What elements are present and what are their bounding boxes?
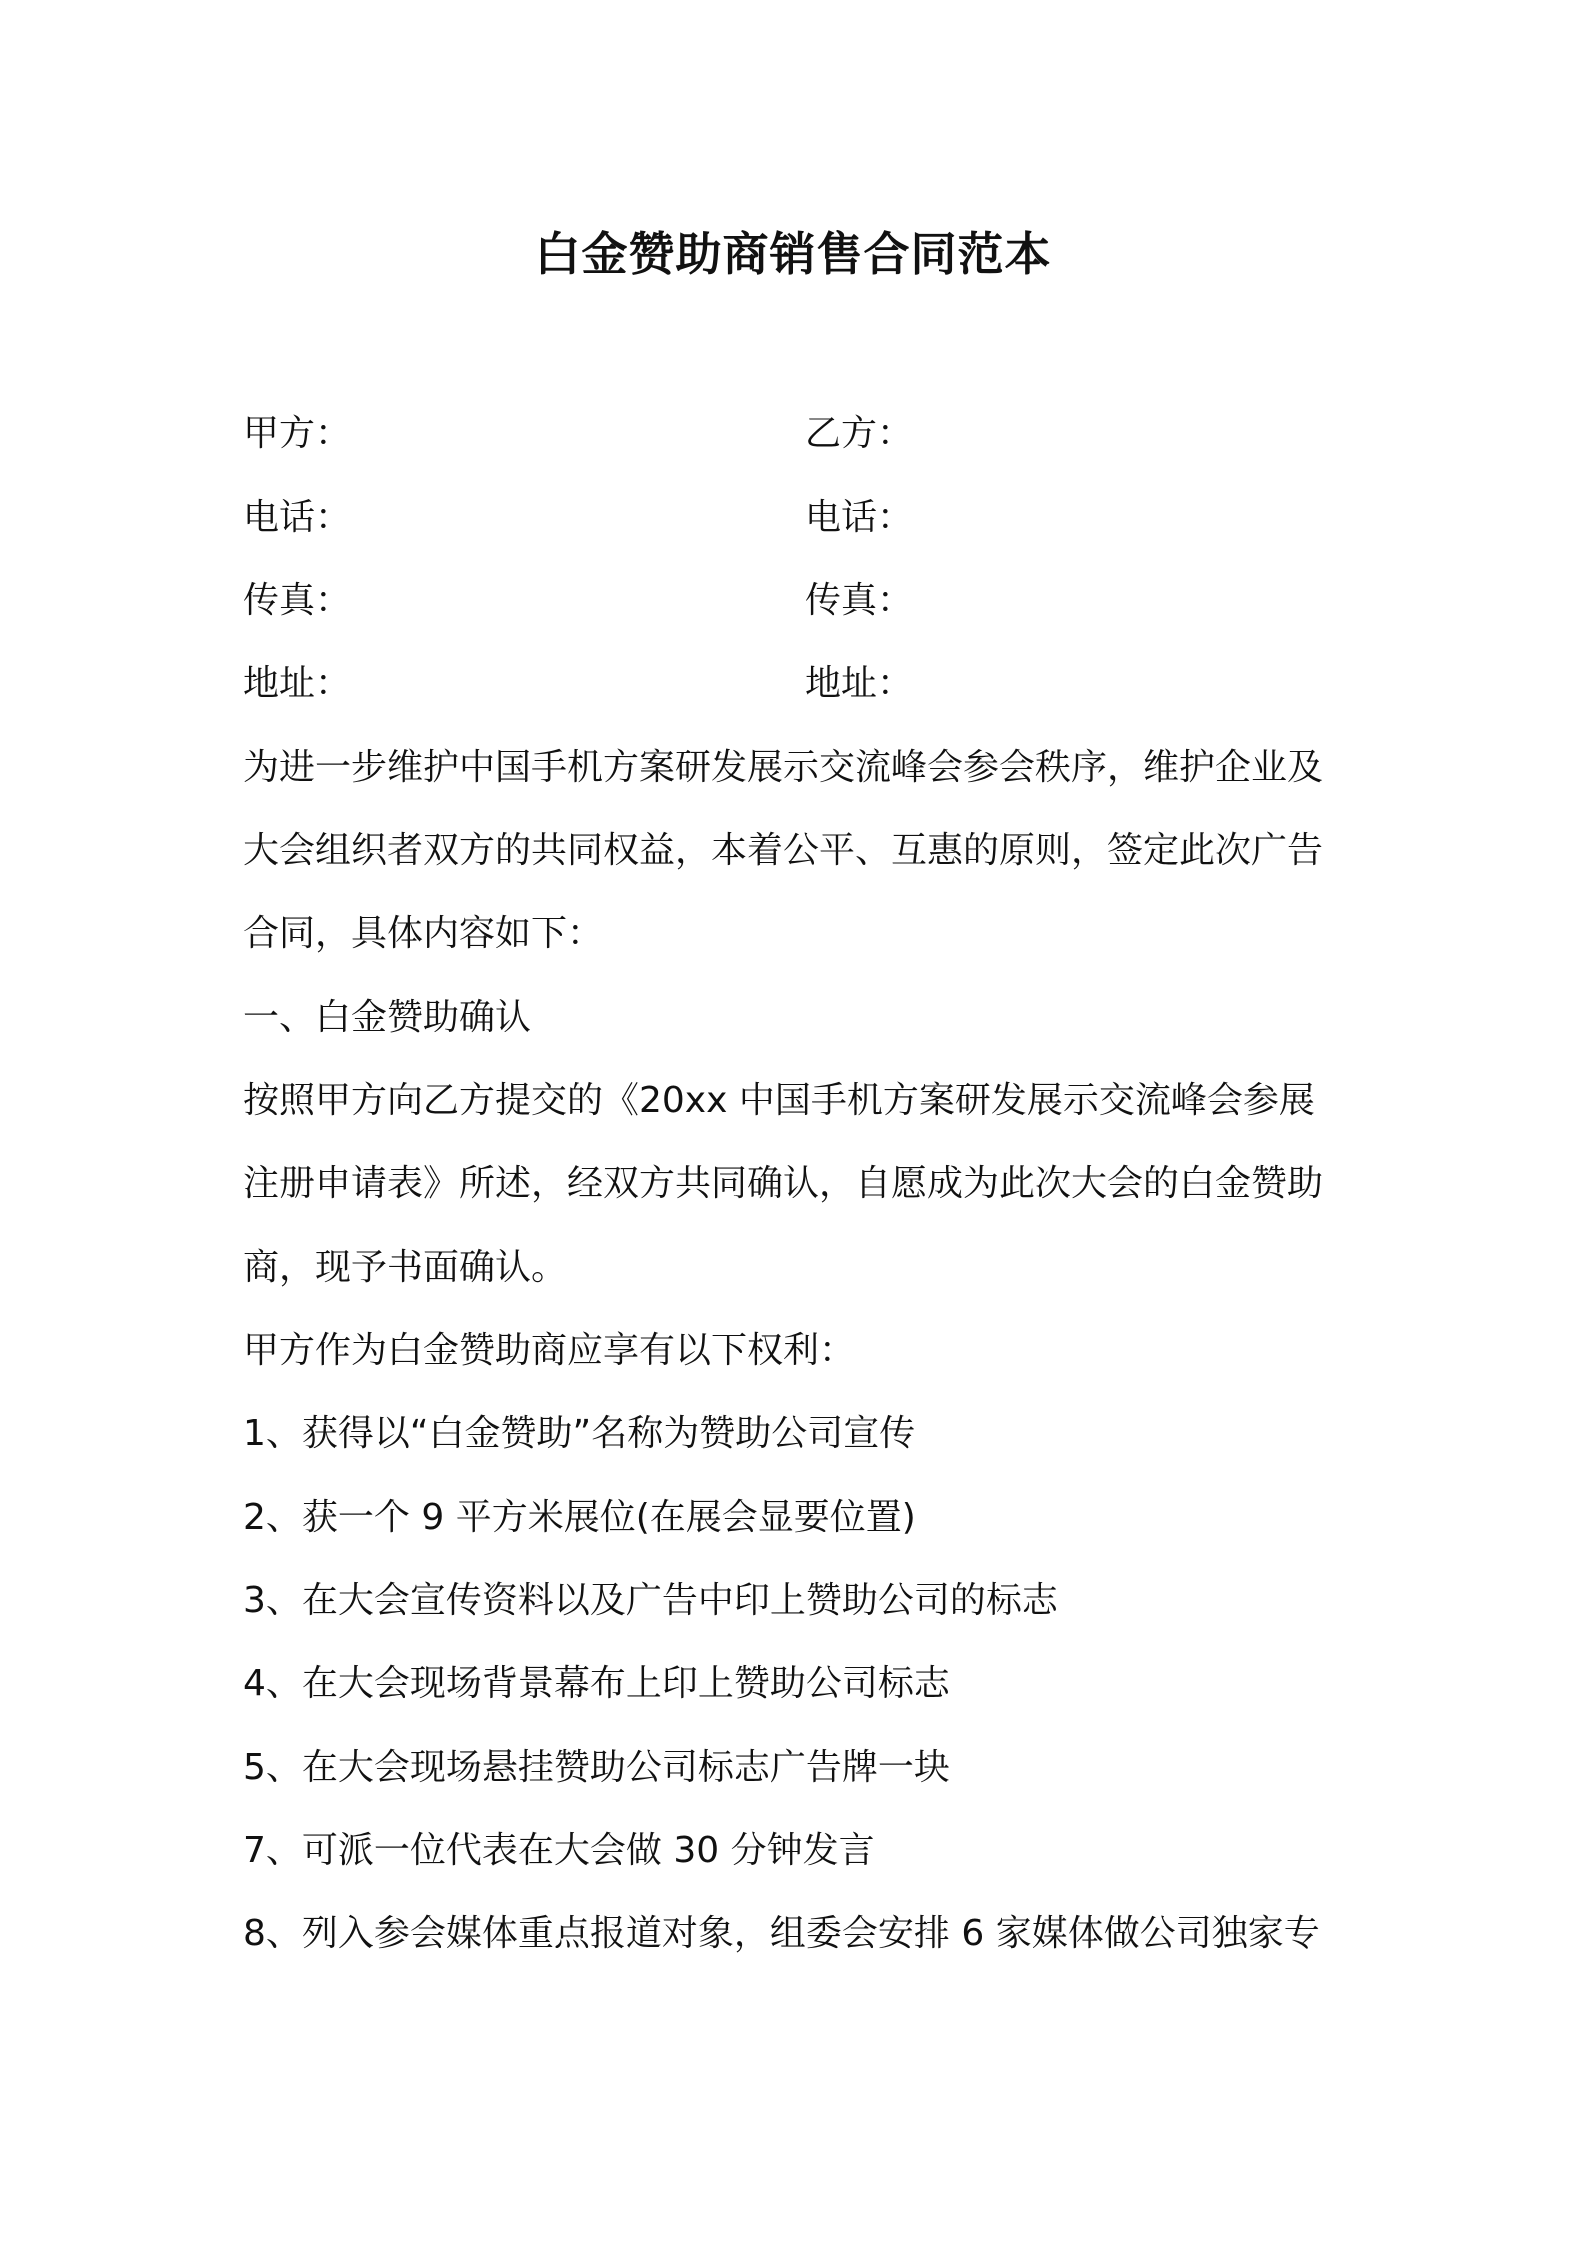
right-item: 7、可派一位代表在大会做 30 分钟发言	[243, 1830, 875, 1871]
right-item: 5、在大会现场悬挂赞助公司标志广告牌一块	[243, 1747, 950, 1788]
right-item: 4、在大会现场背景幕布上印上赞助公司标志	[243, 1663, 950, 1704]
section-1-line-2: 注册申请表》所述，经双方共同确认，自愿成为此次大会的白金赞助	[243, 1163, 1324, 1204]
document-title: 白金赞助商销售合同范本	[534, 227, 1052, 281]
party-b-phone-label: 电话：	[805, 497, 914, 538]
rights-intro: 甲方作为白金赞助商应享有以下权利：	[243, 1330, 856, 1371]
party-b-label: 乙方：	[805, 413, 914, 454]
preamble-line-3: 合同，具体内容如下：	[243, 913, 604, 954]
right-item: 2、获一个 9 平方米展位(在展会显要位置)	[243, 1497, 916, 1538]
right-item: 1、获得以“白金赞助”名称为赞助公司宣传	[243, 1413, 916, 1454]
preamble-line-1: 为进一步维护中国手机方案研发展示交流峰会参会秩序，维护企业及	[243, 747, 1324, 788]
section-1-line-1: 按照甲方向乙方提交的《20xx 中国手机方案研发展示交流峰会参展	[243, 1080, 1315, 1121]
right-item: 3、在大会宣传资料以及广告中印上赞助公司的标志	[243, 1580, 1058, 1621]
party-a-phone-label: 电话：	[243, 497, 352, 538]
party-b-address-label: 地址：	[805, 663, 914, 704]
party-b-fax-label: 传真：	[805, 580, 914, 621]
section-heading-1: 一、白金赞助确认	[243, 997, 532, 1038]
preamble-line-2: 大会组织者双方的共同权益，本着公平、互惠的原则，签定此次广告	[243, 830, 1324, 871]
right-item: 8、列入参会媒体重点报道对象，组委会安排 6 家媒体做公司独家专	[243, 1913, 1320, 1954]
party-a-fax-label: 传真：	[243, 580, 352, 621]
party-a-label: 甲方：	[243, 413, 352, 454]
party-a-address-label: 地址：	[243, 663, 352, 704]
section-1-line-3: 商，现予书面确认。	[243, 1247, 568, 1288]
